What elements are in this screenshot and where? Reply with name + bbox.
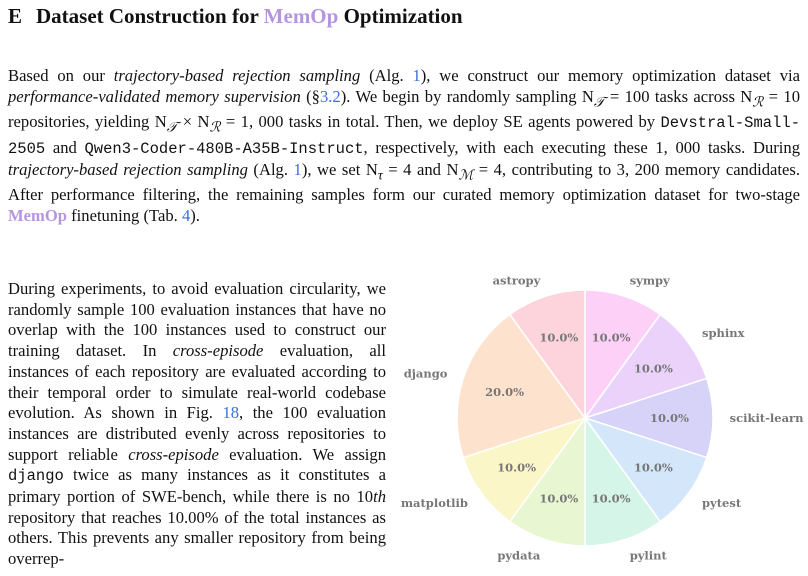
pie-category-label: pylint bbox=[629, 548, 667, 563]
pie-value-label: 10.0% bbox=[497, 460, 537, 475]
section-ref-link[interactable]: 3.2 bbox=[319, 86, 341, 106]
repository-distribution-pie-chart bbox=[390, 272, 808, 572]
paragraph-evaluation bbox=[8, 279, 386, 570]
pie-category-label: pydata bbox=[497, 548, 541, 563]
repo-name: django bbox=[8, 467, 64, 486]
text: twice as many instances as it constitutes a primary portion of SWE-bench, while there is no 10 bbox=[8, 465, 386, 507]
text: = 100 tasks across N bbox=[604, 86, 753, 106]
section-number: E bbox=[8, 4, 23, 28]
text: evaluation, all instances of each repository are evaluated according to their temporal order to simulate real-world codebase evolution. As shown in Fig. bbox=[8, 341, 386, 423]
section-heading bbox=[8, 4, 463, 29]
pie-category-label: sphinx bbox=[702, 325, 745, 340]
pie-category-label: matplotlib bbox=[400, 496, 468, 511]
pie-value-label: 10.0% bbox=[539, 330, 579, 345]
text: (Alg. bbox=[247, 159, 294, 179]
model-name: Qwen3-Coder-480B-A35B-Instruct bbox=[84, 140, 364, 159]
text: = 10 repositories, yielding N bbox=[8, 86, 801, 132]
method-name: MemOp bbox=[8, 205, 67, 225]
table-ref-link[interactable]: 4 bbox=[181, 205, 191, 225]
emphasis: cross-episode bbox=[128, 444, 219, 464]
pie-value-label: 10.0% bbox=[650, 411, 689, 425]
pie-value-label: 20.0% bbox=[485, 384, 525, 399]
model-name: Devstral-Small-2505 bbox=[8, 114, 800, 159]
emphasis: th bbox=[373, 487, 386, 507]
pie-value-label: 10.0% bbox=[591, 491, 631, 506]
text: During experiments, to avoid evaluation circularity, we randomly sample 100 evaluation instances that have no overlap with the 100 instances used to construct our training dataset. In bbox=[8, 279, 386, 361]
algorithm-ref-link[interactable]: 1 bbox=[293, 159, 302, 179]
pie-value-label: 10.0% bbox=[591, 330, 631, 345]
heading-accent: MemOp bbox=[263, 4, 339, 28]
text: = 4 and N bbox=[382, 159, 459, 179]
emphasis: performance-validated memory supervision bbox=[8, 86, 301, 106]
heading-pre: Dataset Construction for bbox=[36, 4, 264, 28]
text: and bbox=[45, 138, 85, 158]
pie-value-label: 10.0% bbox=[633, 460, 673, 475]
pie-category-label: astropy bbox=[492, 273, 541, 288]
emphasis: cross-episode bbox=[172, 341, 264, 361]
algorithm-ref-link[interactable]: 1 bbox=[412, 66, 421, 85]
pie-category-label: django bbox=[403, 366, 448, 381]
emphasis: trajectory-based rejection sampling bbox=[113, 66, 361, 85]
text: Based on our bbox=[8, 66, 114, 85]
pie-category-label: sympy bbox=[629, 273, 670, 288]
text: × N bbox=[177, 112, 210, 132]
text: evaluation. We assign bbox=[218, 444, 386, 464]
text: , respectively, with each executing these 1, 000 tasks. During bbox=[363, 138, 800, 158]
text: ). We begin by randomly sampling N bbox=[340, 86, 594, 106]
emphasis: trajectory-based rejection sampling bbox=[8, 159, 248, 179]
text: repository that reaches 10.00% of the total instances as others. This prevents any smaller repository from being overrep- bbox=[8, 507, 386, 569]
text: (§ bbox=[300, 86, 320, 106]
text: , the 100 evaluation instances are distributed evenly across repositories to support reliable bbox=[8, 403, 386, 464]
text: finetuning (Tab. bbox=[67, 205, 182, 225]
text: = 1, 000 tasks in total. Then, we deploy SE agents powered by bbox=[220, 112, 661, 132]
text: ), we set N bbox=[301, 159, 378, 179]
pie-value-label: 10.0% bbox=[633, 361, 673, 376]
text: ), we construct our memory optimization dataset via bbox=[420, 66, 801, 85]
pie-value-label: 10.0% bbox=[539, 491, 579, 506]
paragraph-dataset-construction: Based on our trajectory-based rejection sampling (Alg. 1), we construct our memory optimization dataset via performance-validated memory supervision (§3.2). We begin by randomly sampling $N_𝒯 = 100$ tasks across $N_ℛ = 10$ repositories, yielding $N_𝒯 \times N_ℛ = 1$, 000 tasks in total. Then, we deploy SE agents powered by Devstral-Small-2505 and Qwen3-Coder-480B-A35B-Instruct, respectively, with each executing these 1, 000 tasks. During trajectory-based rejection sampling (Alg. 1), we set $N_\tau = 4$ and $N_ℳ = 4$, contributing to 3, 200 memory candidates. After performance filtering, the remaining samples form our curated memory optimization dataset for two-stage MemOp finetuning (Tab. 4). bbox=[8, 66, 801, 225]
figure-ref-link[interactable]: 18 bbox=[222, 403, 240, 423]
heading-post: Optimization bbox=[338, 4, 463, 28]
text: = 4, contributing to 3, 200 memory candidates. After performance filtering, the remaining samples form our curated memory optimization dataset for two-stage bbox=[8, 159, 801, 205]
text: (Alg. bbox=[360, 66, 413, 85]
pie-category-label: pytest bbox=[702, 496, 742, 511]
text: ). bbox=[190, 205, 200, 225]
pie-category-label: scikit-learn bbox=[729, 411, 804, 425]
